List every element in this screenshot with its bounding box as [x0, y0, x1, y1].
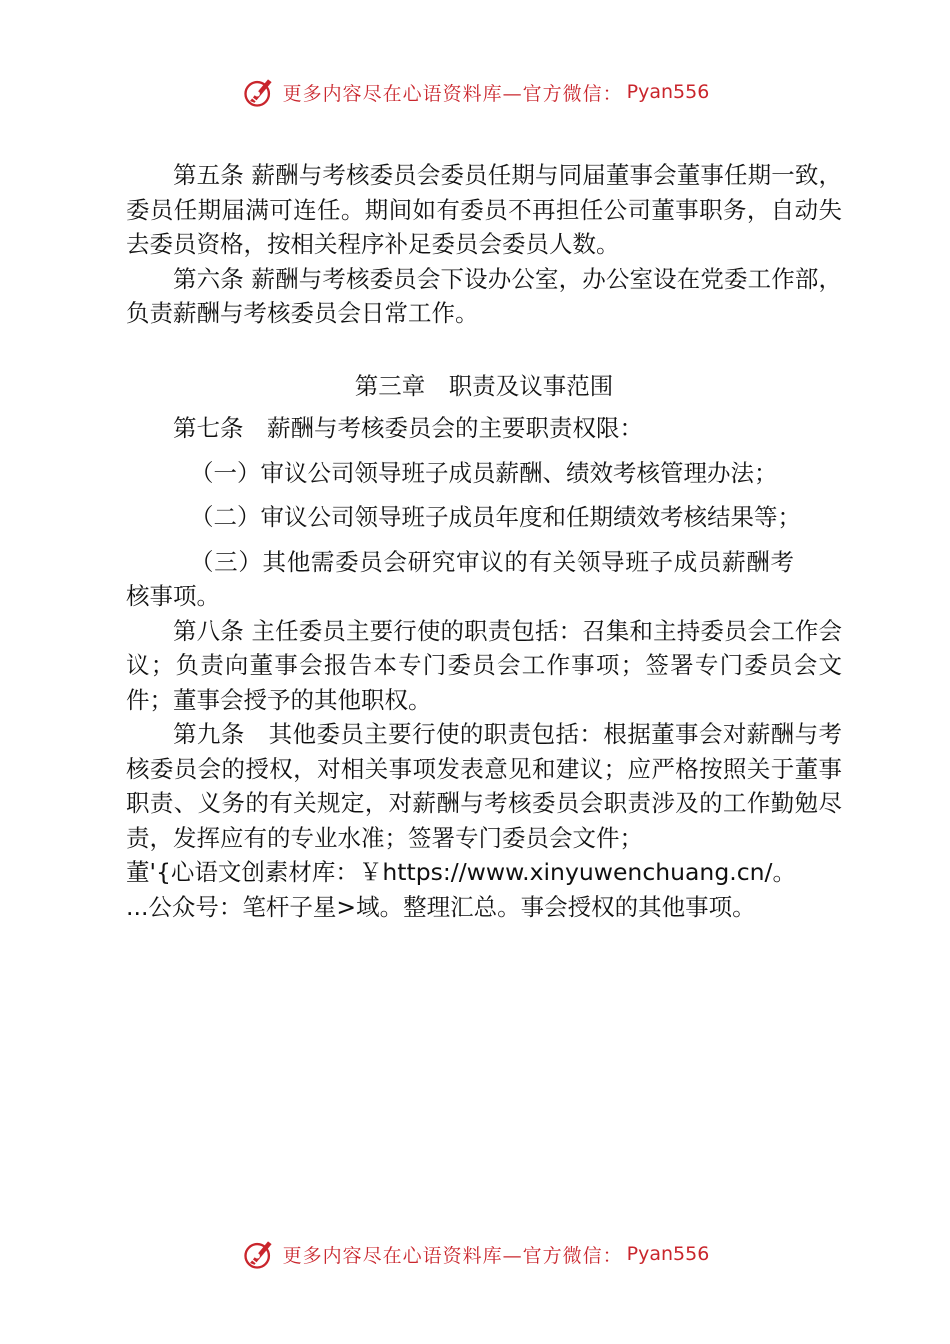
header-wechat-id: Pyan556: [626, 81, 710, 103]
article-6: 第六条 薪酬与考核委员会下设办公室，办公室设在党委工作部，负责薪酬与考核委员会日常工作。: [126, 264, 842, 327]
chapter-3-title: 第三章 职责及议事范围: [354, 371, 614, 400]
footer-wechat-id: Pyan556: [626, 1243, 710, 1265]
footer-banner: [0, 1232, 950, 1276]
article-7-item-1: （一）审议公司领导班子成员薪酬、绩效考核管理办法；: [190, 458, 778, 487]
pen-in-circle-icon: [241, 74, 277, 110]
article-7-item-3: （三）其他需委员会研究审议的有关领导班子成员薪酬考核事项。: [126, 547, 794, 610]
document-body: [126, 158, 842, 924]
header-banner: [0, 70, 950, 114]
article-9-line-5: 董'{心语文创素材库：￥https://www.xinyuwenchuang.cn/。: [126, 858, 796, 886]
article-7-item-2: （二）审议公司领导班子成员年度和任期绩效考核结果等；: [190, 503, 801, 531]
article-7: 第七条 薪酬与考核委员会的主要职责权限：: [173, 414, 643, 442]
article-9-line-6: ...公众号：笔杆子星>域。整理汇总。事会授权的其他事项。: [126, 892, 756, 921]
article-9: 第九条 其他委员主要行使的职责包括：根据董事会对薪酬与考核委员会的授权，对相关事项发表意见和建议；应严格按照关于董事职责、义务的有关规定，对薪酬与考核委员会职责涉及的工作勤勉尽责，发挥应有的专业水准；签署专门委员会文件；: [126, 720, 842, 852]
footer-banner-text: 更多内容尽在心语资料库—官方微信：: [282, 1244, 623, 1267]
article-8: 第八条 主任委员主要行使的职责包括：召集和主持委员会工作会议；负责向董事会报告本专门委员会工作事项；签署专门委员会文件；董事会授予的其他职权。: [126, 616, 842, 714]
article-5: 第五条 薪酬与考核委员会委员任期与同届董事会董事任期一致，委员任期届满可连任。期间如有委员不再担任公司董事职务，自动失去委员资格，按相关程序补足委员会委员人数。: [126, 161, 842, 258]
header-banner-text: 更多内容尽在心语资料库—官方微信：: [282, 82, 623, 105]
pen-in-circle-icon: [241, 1236, 277, 1272]
